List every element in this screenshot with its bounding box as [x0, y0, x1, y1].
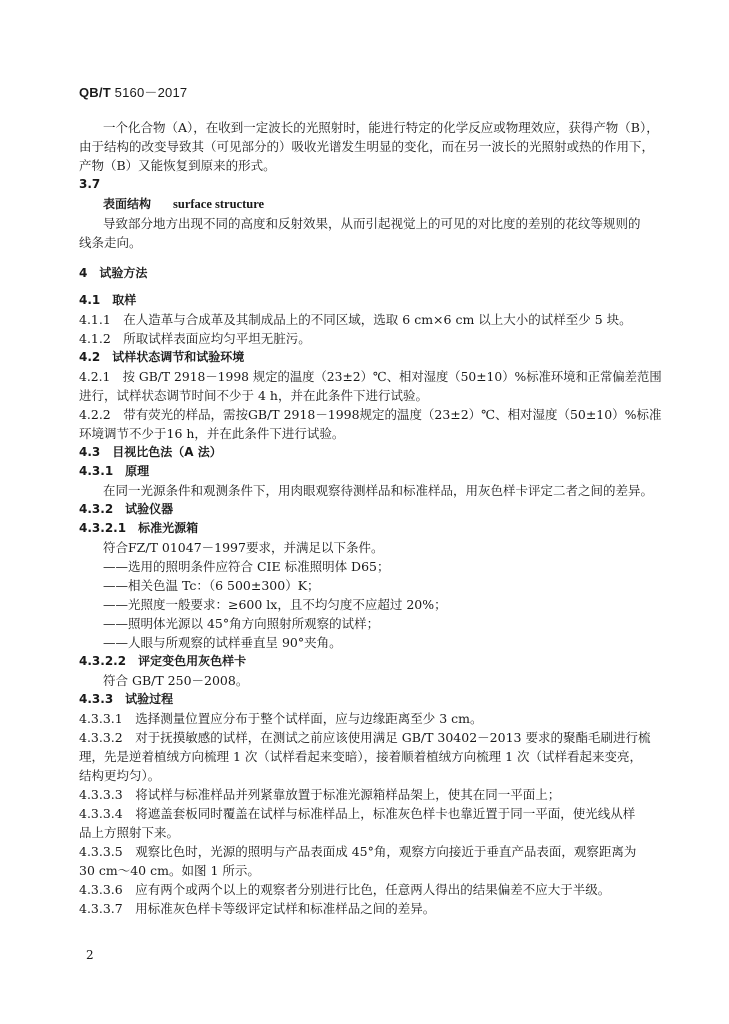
paragraph-line: 4.3.3.1 选择测量位置应分布于整个试样面，应与边缘距离至少 3 cm。: [79, 711, 483, 726]
document-body: [79, 118, 662, 918]
standard-code-number: 5160－2017: [110, 85, 188, 100]
paragraph-line: 环境调节不少于16 h，并在此条件下进行试验。: [79, 426, 345, 441]
paragraph-line: 4.3.3.3 将试样与标准样品并列紧靠放置于标准光源箱样品架上，使其在同一平面上；: [79, 787, 561, 802]
paragraph-line: 4.3.3.4 将遮盖套板同时覆盖在试样与标准样品上，标准灰色样卡也靠近置于同一平面，使光线从样: [79, 806, 636, 821]
paragraph-line: 理，先是逆着植绒方向梳理 1 次（试样看起来变暗），接着顺着植绒方向梳理 1 次（试样看起来变亮，: [79, 749, 643, 764]
paragraph-line: 4.1.1 在人造革与合成革及其制成品上的不同区域，选取 6 cm×6 cm 以上大小的试样至少 5 块。: [79, 312, 632, 327]
section-heading: 4.3 目视比色法（A 法）: [79, 445, 222, 459]
section-heading: 4.1 取样: [79, 293, 137, 307]
paragraph-line: 30 cm～40 cm。如图 1 所示。: [79, 863, 260, 878]
section-heading: 4 试验方法: [79, 266, 148, 280]
paragraph-line: 一个化合物（A），在收到一定波长的光照射时，能进行特定的化学反应或物理效应，获得产物（B），: [103, 120, 659, 135]
paragraph-line: 4.2.2 带有荧光的样品，需按GB/T 2918－1998规定的温度（23±2）℃、相对湿度（50±10）%标准: [79, 407, 662, 422]
paragraph-line: 符合FZ/T 01047－1997要求，并满足以下条件。: [103, 540, 384, 555]
paragraph-line: 产物（B）又能恢复到原来的形式。: [79, 158, 276, 173]
paragraph-line: 在同一光源条件和观测条件下，用肉眼观察待测样品和标准样品，用灰色样卡评定二者之间的差异。: [103, 483, 654, 498]
dash-list-item: ——选用的照明条件应符合 CIE 标准照明体 D65；: [103, 559, 390, 574]
section-heading: 4.3.1 原理: [79, 464, 150, 478]
paragraph-line: 符合 GB/T 250－2008。: [103, 673, 249, 688]
paragraph-line: 由于结构的改变导致其（可见部分的）吸收光谱发生明显的变化，而在另一波长的光照射或热的作用下，: [79, 139, 655, 154]
term-title: [79, 194, 662, 214]
term-english: surface structure: [173, 197, 265, 211]
paragraph-line: 4.1.2 所取试样表面应均匀平坦无脏污。: [79, 331, 311, 346]
paragraph-line: 进行，试样状态调节时间不少于 4 h，并在此条件下进行试验。: [79, 388, 428, 403]
section-heading: 4.3.2 试验仪器: [79, 502, 174, 516]
section-heading: 4.3.2.1 标准光源箱: [79, 521, 199, 535]
paragraph-line: 结构更均匀）。: [79, 768, 161, 783]
paragraph-line: 4.3.3.5 观察比色时，光源的照明与产品表面成 45°角，观察方向接近于垂直产品表面，观察距离为: [79, 844, 637, 859]
paragraph-line: 4.3.3.7 用标准灰色样卡等级评定试样和标准样品之间的差异。: [79, 901, 436, 916]
paragraph-line: 线条走向。: [79, 235, 142, 250]
dash-list-item: ——人眼与所观察的试样垂直呈 90°夹角。: [103, 635, 342, 650]
paragraph-line: 4.3.3.6 应有两个或两个以上的观察者分别进行比色，任意两人得出的结果偏差不应大于半级。: [79, 882, 611, 897]
dash-list-item: ——光照度一般要求：≥600 lx，且不均匀度不应超过 20%；: [103, 597, 447, 612]
dash-list-item: ——照明体光源以 45°角方向照射所观察的试样；: [103, 616, 380, 631]
paragraph-line: 4.2.1 按 GB/T 2918－1998 规定的温度（23±2）℃、相对湿度（50±10）%标准环境和正常偏差范围: [79, 369, 662, 384]
clause-number: 3.7: [79, 177, 101, 191]
section-heading: 4.2 试样状态调节和试验环境: [79, 350, 245, 364]
paragraph-line: 品上方照射下来。: [79, 825, 180, 840]
term-chinese: 表面结构: [103, 197, 152, 211]
standard-code-prefix: QB/T: [79, 85, 111, 100]
section-heading: 4.3.2.2 评定变色用灰色样卡: [79, 654, 247, 668]
paragraph-line: 导致部分地方出现不同的高度和反射效果，从而引起视觉上的可见的对比度的差别的花纹等规则的: [103, 216, 641, 231]
paragraph-line: 4.3.3.2 对于抚摸敏感的试样，在测试之前应该使用满足 GB/T 30402－2013 要求的聚酯毛刷进行梳: [79, 730, 651, 745]
section-heading: 4.3.3 试验过程: [79, 692, 174, 706]
page-number: 2: [86, 948, 94, 962]
standard-code-header: [79, 82, 187, 101]
dash-list-item: ——相关色温 Tc：（6 500±300）K；: [103, 578, 320, 593]
